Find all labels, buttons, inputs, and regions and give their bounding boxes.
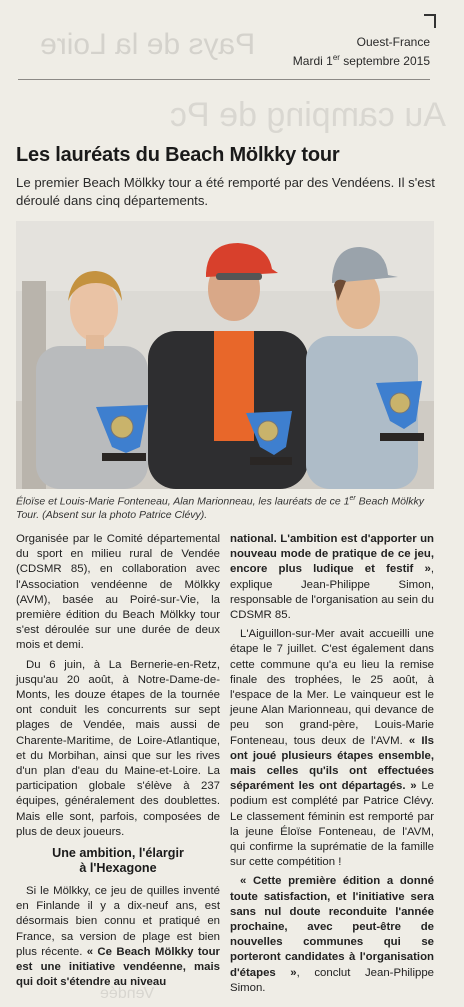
article-lead: Le premier Beach Mölkky tour a été remporté par des Vendéens. Il s'est déroulé dans cinq départements.	[16, 175, 435, 208]
publication-date: Mardi 1er septembre 2015	[292, 53, 430, 68]
bleed-through-text-bottom: Vendée	[100, 985, 155, 1002]
paragraph-5: L'Aiguillon-sur-Mer avait accueilli une étape le 7 juillet. C'est également dans cette commune qu'a eu lieu la remise finale des trophées, le 25 août, à l'espace de la Mer. Le vainqueur est le jeune Alan Marionneau, qui devance de peu son grand-père, Louis-Marie Fonteneau, tous deux de l'AVM. « Ils ont joué plusieurs étapes ensemble, mais celles qu'ils ont effectuées séparément les ont départagés. » Le podium est complété par Patrice Clévy. Le classement féminin est remporté par la jeune Éloïse Fonteneau, de l'AVM, qui confirme la suprématie de la famille sur cette compétition !	[230, 628, 434, 869]
winners-photo-illustration	[16, 221, 434, 489]
header-rule	[18, 79, 430, 80]
masthead	[293, 35, 430, 69]
paragraph-3: Si le Mölkky, ce jeu de quilles inventé en Finlande il y a dix-neuf ans, est désormais bien connu et pratiqué en France, sa version de plage est bien plus récente. « Ce Beach Mölkky tour est une initiative vendéenne, mais qui doit s'étendre au niveau	[16, 885, 220, 989]
paragraph-4: national. L'ambition est d'apporter un nouveau mode de pratique de ce jeu, encore plus ludique et festif », explique Jean-Philippe Simon, responsable de l'organisation au sein du CDSMR 85.	[230, 533, 434, 622]
paragraph-1: Organisée par le Comité départemental du sport en milieu rural de Vendée (CDSMR 85), en collaboration avec l'Association vendéenne de Mölkky (AVM), basée au Poiré-sur-Vie, la première édition du Beach Mölkky tour s'est déroulée sur une durée de deux mois et demi.	[16, 533, 220, 652]
article-title: Les lauréats du Beach Mölkky tour	[16, 144, 340, 166]
photo-caption: Éloïse et Louis-Marie Fonteneau, Alan Marionneau, les lauréats de ce 1er Beach Mölkky Tour. (Absent sur la photo Patrice Clévy).	[16, 495, 424, 521]
article-column-left	[16, 532, 220, 994]
bleed-through-text-headline: Au camping de Pc	[170, 96, 446, 134]
page-corner-mark	[424, 14, 436, 28]
article-photo	[16, 221, 434, 489]
newspaper-name: Ouest-France	[356, 35, 430, 49]
paragraph-6: « Cette première édition a donné toute satisfaction, et l'initiative sera sans nul doute reconduite l'année prochaine, avec peut-être de nouvelles communes qui se porteront candidates à l'organisation d'étapes », conclut Jean-Philippe Simon.	[230, 875, 434, 994]
bleed-through-text-top: Pays de la Loire	[40, 28, 256, 61]
paragraph-2: Du 6 juin, à La Bernerie-en-Retz, jusqu'au 20 août, à Notre-Dame-de-Monts, les douze étapes de la tournée ont conduit les concurrents sur sept plages de Vendée, mais aussi de Charente-Maritime, de Loire-Atlantique, et du Morbihan, ainsi que sur les rives d'un plan d'eau du Maine-et-Loire. La participation globale s'élève à 237 équipes, généralement des doublettes. Mais elle sont, parfois, composées de plus de deux joueurs.	[16, 658, 220, 838]
subheading: Une ambition, l'élargir à l'Hexagone	[52, 846, 184, 876]
article-column-right	[230, 532, 434, 1000]
